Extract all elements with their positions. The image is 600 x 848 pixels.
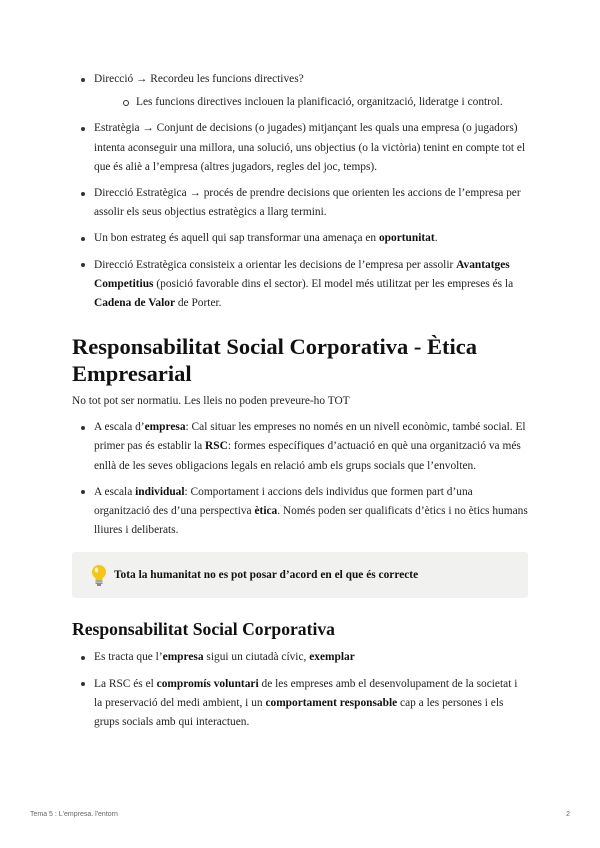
sub-list-item-funcions: Les funcions directives inclouen la planificació, organització, lideratge i control. bbox=[94, 93, 528, 112]
heading-rsc-etica: Responsabilitat Social Corporativa - Ètica Empresarial bbox=[72, 334, 477, 387]
list-item-direccio: Direcció → Recordeu les funcions directives? Les funcions directives inclouen la planificació, organització, lideratge i control. bbox=[72, 70, 528, 112]
bullet-list-rsc bbox=[72, 648, 528, 732]
list-item-escala-empresa: A escala d’empresa: Cal situar les empreses no només en un nivell econòmic, també social. El primer pas és establir la RSC: formes específiques d’actuació en què una organització va més enllà de les seves obligacions legals en relació amb els grups socials que l’envolten. bbox=[72, 418, 528, 476]
callout-text: Tota la humanitat no es pot posar d’acord en el que és correcte bbox=[114, 569, 419, 582]
heading-rsc: Responsabilitat Social Corporativa bbox=[72, 619, 335, 640]
sub-list bbox=[94, 93, 528, 112]
list-item-direccio-estrategica: Direcció Estratègica → procés de prendre decisions que orienten les accions de l’empresa per assolir els seus objectius estratègics a llarg termini. bbox=[72, 184, 528, 222]
list-item-avantatges: Direcció Estratègica consisteix a orientar les decisions de l’empresa per assolir Avantatges Competitius (posició favorable dins el sector). El model més utilitzat per les empreses és la Cadena de Valor de Porter. bbox=[72, 256, 528, 314]
list-item-bon-estrateg: Un bon estrateg és aquell qui sap transformar una amenaça en oportunitat. bbox=[72, 229, 528, 248]
footer-title: Tema 5 : L'empresa. l'entorn bbox=[30, 811, 118, 818]
bullet-list-escala bbox=[72, 418, 528, 540]
lightbulb-icon bbox=[84, 564, 114, 586]
page-number: 2 bbox=[566, 811, 570, 818]
list-item-ciutada-civic: Es tracta que l’empresa sigui un ciutadà cívic, exemplar bbox=[72, 648, 528, 667]
list-item-escala-individual: A escala individual: Comportament i accions dels individus que formen part d’una organització des d’una perspectiva ètica. Només poden ser qualificats d’ètics i no ètics humans lliures i deliberats. bbox=[72, 483, 528, 541]
bullet-list-strategy bbox=[72, 70, 528, 313]
list-item-compromis: La RSC és el compromís voluntari de les empreses amb el desenvolupament de la societat i la preservació del medi ambient, i un comportament responsable cap a les persones i els grups socials amb qui interactuen. bbox=[72, 675, 528, 733]
callout-box bbox=[72, 552, 528, 598]
list-item-estrategia: Estratègia → Conjunt de decisions (o jugades) mitjançant les quals una empresa (o jugadors) intenta aconseguir una millora, una solució, uns objectius (o la victòria) tenint en compte tot el que és aliè a l’empresa (altres jugadors, regles del joc, temps). bbox=[72, 119, 528, 177]
page-content bbox=[72, 70, 528, 739]
intro-text: No tot pot ser normatiu. Les lleis no poden preveure-ho TOT bbox=[72, 395, 350, 408]
